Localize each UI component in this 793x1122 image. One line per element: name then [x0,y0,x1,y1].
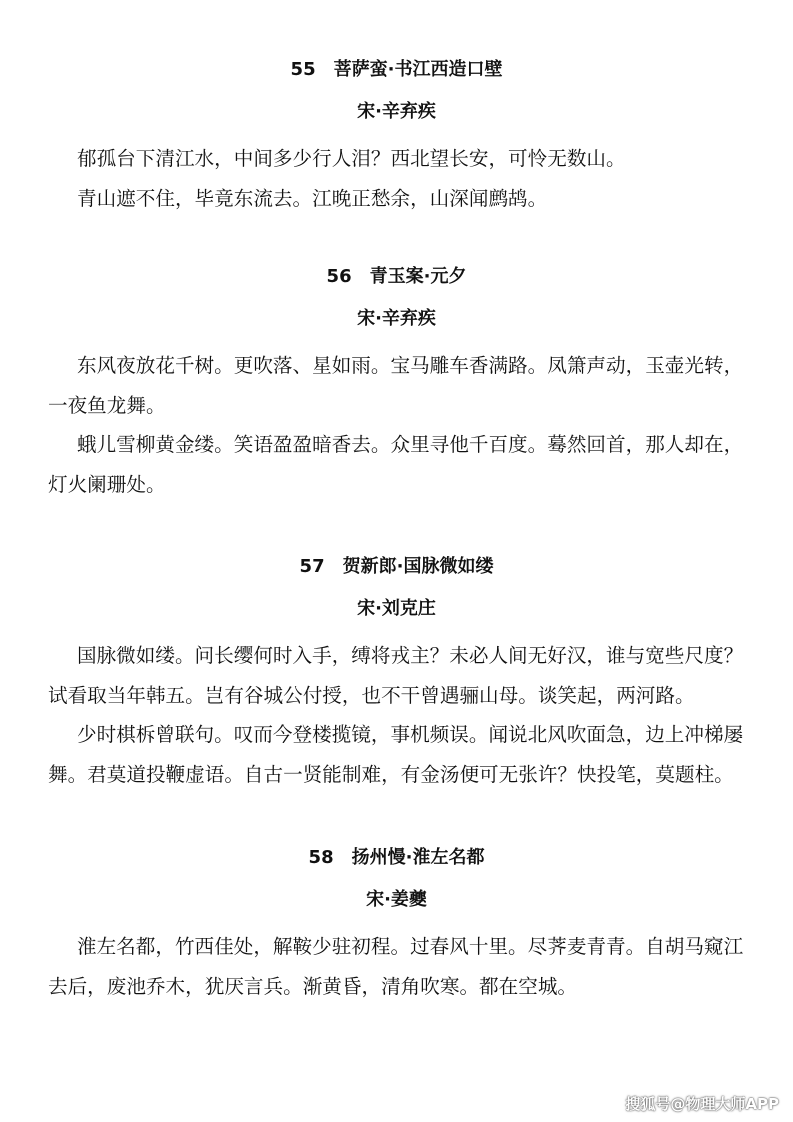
poem-number: 58 [308,847,334,868]
poem-author: 宋·刘克庄 [357,598,436,619]
watermark: 搜狐号@物理大师APP [625,1095,779,1113]
stanza: 国脉微如缕。问长缨何时入手，缚将戎主？未必人间无好汉，谁与宽些尺度？试看取当年韩五。岂有谷城公付授，也不干曾遇骊山母。谈笑起，两河路。 [48,644,744,707]
poem-title-text: 菩萨蛮·书江西造口壁 [333,59,503,80]
poem-title-text: 青玉案·元夕 [369,266,467,287]
poem-title [0,554,793,580]
stanza: 青山遮不住，毕竟东流去。江晚正愁余，山深闻鹧鸪。 [77,186,548,210]
stanza: 少时棋柝曾联句。叹而今登楼揽镜，事机频误。闻说北风吹面急，边上冲梯屡舞。君莫道投鞭虚语。自古一贤能制难，有金汤便可无张许？快投笔，莫题柱。 [48,723,744,786]
stanza: 蛾儿雪柳黄金缕。笑语盈盈暗香去。众里寻他千百度。蓦然回首，那人却在，灯火阑珊处。 [48,433,744,496]
poem-58 [0,845,793,1006]
poem-title-text: 扬州慢·淮左名都 [351,847,485,868]
stanza: 淮左名都，竹西佳处，解鞍少驻初程。过春风十里。尽荠麦青青。自胡马窥江去后，废池乔木，犹厌言兵。渐黄昏，清角吹寒。都在空城。 [48,935,744,998]
poem-body [0,139,793,218]
poem-56 [0,264,793,504]
poem-body [0,346,793,504]
poem-55 [0,57,793,218]
poem-body [0,636,793,794]
poem-author: 宋·姜夔 [366,889,427,910]
poem-number: 57 [299,556,325,577]
poem-number: 55 [290,59,316,80]
poem-title [0,264,793,290]
poem-title [0,845,793,871]
poem-title [0,57,793,83]
poem-title-text: 贺新郎·国脉微如缕 [342,556,494,577]
poem-author: 宋·辛弃疾 [357,308,436,329]
poem-number: 56 [326,266,352,287]
stanza: 东风夜放花千树。更吹落、星如雨。宝马雕车香满路。凤箫声动，玉壶光转，一夜鱼龙舞。 [48,354,744,417]
poem-author: 宋·辛弃疾 [357,101,436,122]
stanza: 郁孤台下清江水，中间多少行人泪？西北望长安，可怜无数山。 [77,147,626,170]
poem-body [0,927,793,1006]
poem-57 [0,554,793,794]
